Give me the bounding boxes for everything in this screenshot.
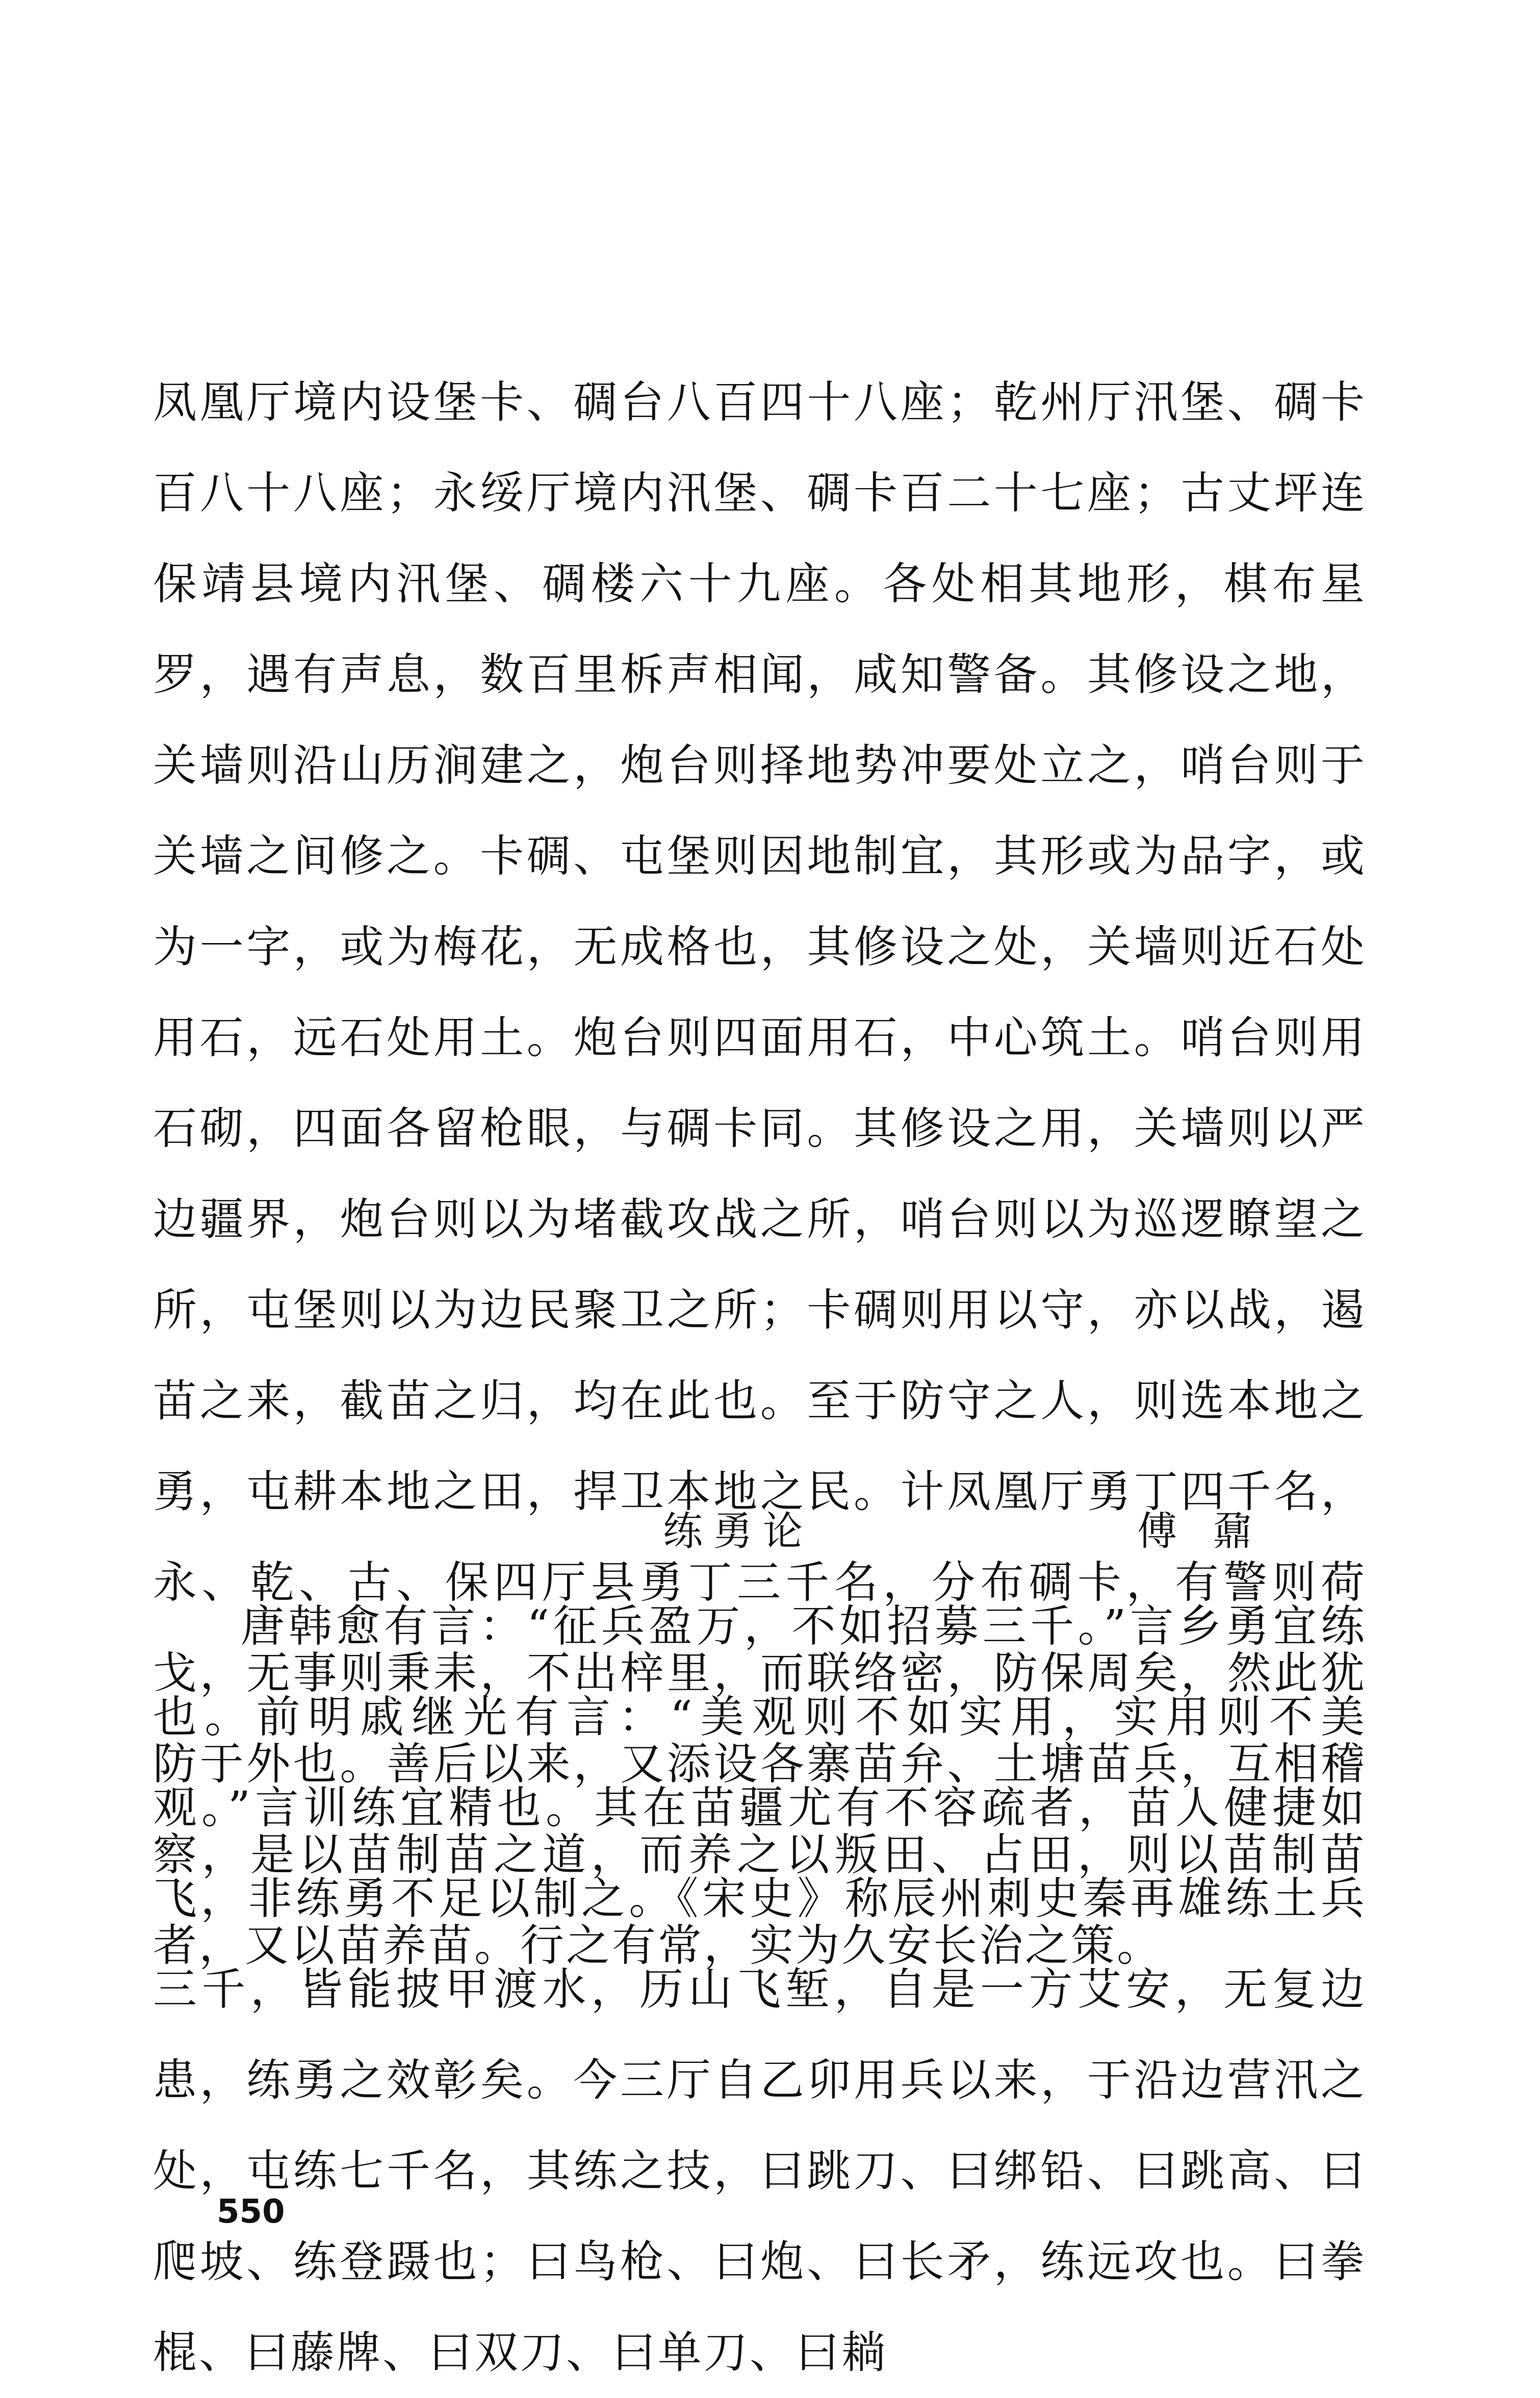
- section-body: [153, 1581, 1367, 2398]
- section-author: 傅鼐: [1137, 1509, 1289, 1554]
- paragraph: 凤凰厅境内设堡卡、碉台八百四十八座；乾州厅汛堡、碉卡百八十八座；永绥厅境内汛堡、碉卡百二十七座；古丈坪连保靖县境内汛堡、碉楼六十九座。各处相其地形，棋布星罗，遇有声息，数百里柝声相闻，咸知警备。其修设之地，关墙则沿山历涧建之，炮台则择地势冲要处立之，哨台则于关墙之间修之。卡碉、屯堡则因地制宜，其形或为品字，或为一字，或为梅花，无成格也，其修设之处，关墙则近石处用石，远石处用土。炮台则四面用石，中心筑土。哨台则用石砌，四面各留枪眼，与碉卡同。其修设之用，关墙则以严边疆界，炮台则以为堵截攻战之所，哨台则以为巡逻瞭望之所，屯堡则以为边民聚卫之所；卡碉则用以守，亦以战，遏苗之来，截苗之归，均在此也。至于防守之人，则选本地之勇，屯耕本地之田，捍卫本地之民。计凤凰厅勇丁四千名，永、乾、古、保四厅县勇丁三千名，分布碉卡，有警则荷戈，无事则秉耒，不出梓里，而联络密，防保周矣，然此犹防于外也。善后以来，又添设各寨苗弁、土塘苗兵，互相稽察，是以苗制苗之道，而养之以叛田、占田，则以苗制苗者，又以苗养苗。行之有常，实为久安长治之策。: [153, 377, 1367, 1971]
- section-heading: [0, 1499, 1540, 1561]
- page-number: 550: [217, 2193, 285, 2231]
- paragraph: 唐韩愈有言：“征兵盈万，不如招募三千。”言乡勇宜练也。前明戚继光有言：“美观则不如实用，实用则不美观。”言训练宜精也。其在苗疆尤有不容疏者，苗人健捷如飞，非练勇不足以制之。《宋史》称辰州刺史秦再雄练土兵三千，皆能披甲渡水，历山飞堑，自是一方艾安，无复边患，练勇之效彰矣。今三厅自乙卯用兵以来，于沿边营汛之处，屯练七千名，其练之技，曰跳刀、曰绑铅、曰跳高、曰爬坡、练登蹑也；曰鸟枪、曰炮、曰长矛，练远攻也。曰拳棍、曰藤牌、曰双刀、曰单刀、曰耥: [153, 1601, 1367, 2378]
- section-title: 练勇论: [663, 1509, 813, 1554]
